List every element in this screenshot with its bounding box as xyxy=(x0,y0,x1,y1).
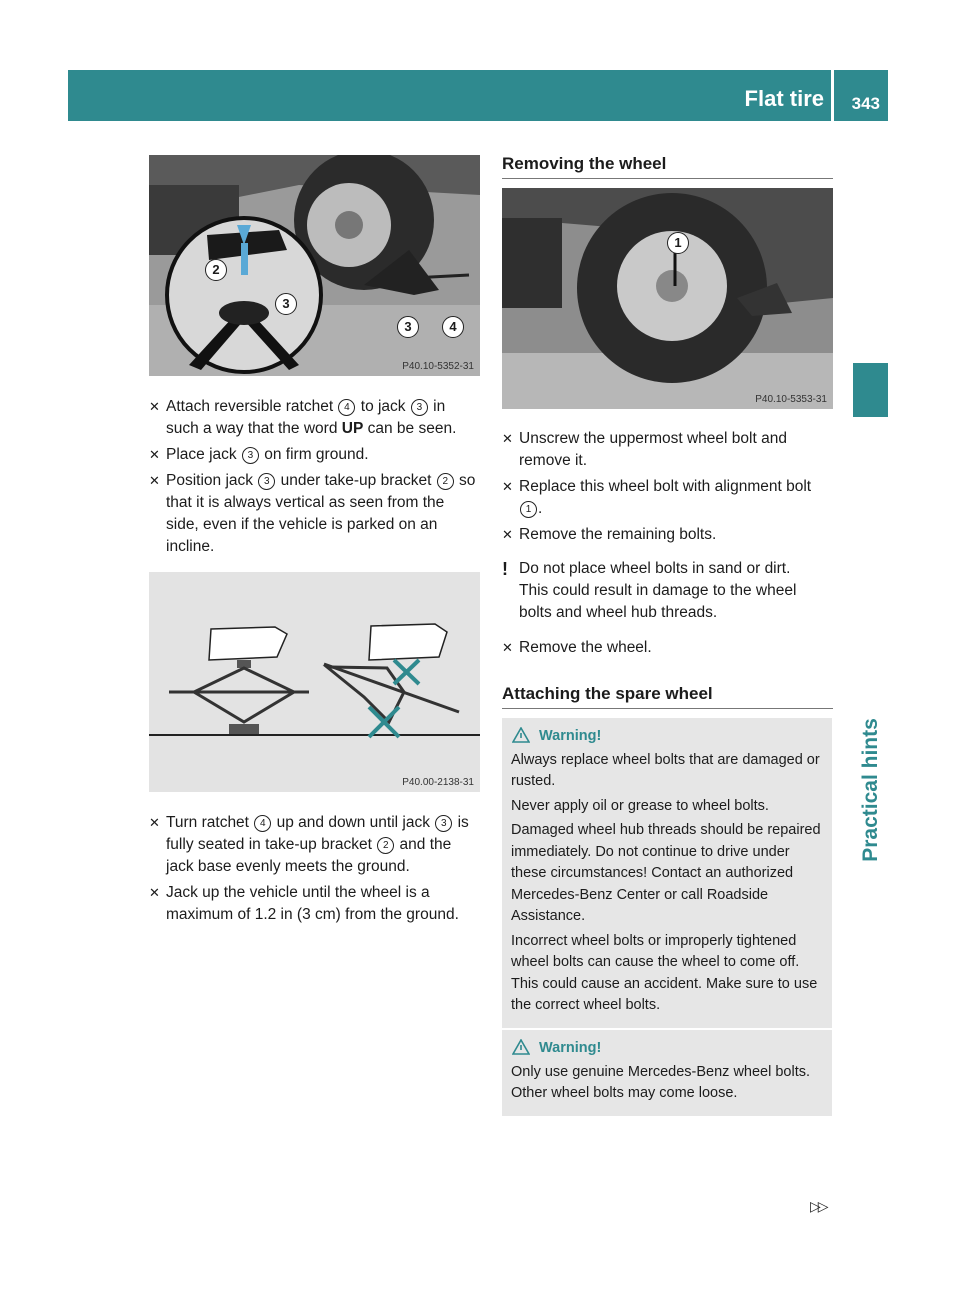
warning-triangle-icon xyxy=(512,727,530,743)
callout-ref: 3 xyxy=(435,815,452,832)
jack-steps-list xyxy=(149,396,481,562)
bullet-x-icon: ✕ xyxy=(149,473,160,488)
bullet-x-icon: ✕ xyxy=(502,640,513,655)
warning-box-2 xyxy=(502,1030,832,1116)
notice-block xyxy=(502,558,817,624)
callout-3: 3 xyxy=(397,316,419,338)
warning-paragraph: Only use genuine Mercedes-Benz wheel bolts. Other wheel bolts may come loose. xyxy=(511,1063,811,1101)
callout-ref: 3 xyxy=(242,447,259,464)
callout-ref: 3 xyxy=(258,473,275,490)
callout-1: 1 xyxy=(667,232,689,254)
list-item: ✕ Remove the wheel. xyxy=(502,637,833,659)
callout-4: 4 xyxy=(442,316,464,338)
warning-title: Warning! xyxy=(539,1040,602,1056)
list-item: ✕ Remove the remaining bolts. xyxy=(502,524,833,546)
list-item: ✕ Turn ratchet 4 up and down until jack 3 is fully seated in take-up bracket 2 and the jack base evenly meets the ground. xyxy=(149,814,469,875)
warning-paragraph: Always replace wheel bolts that are damaged or rusted. xyxy=(511,751,820,789)
callout-2: 2 xyxy=(205,259,227,281)
page-title: Flat tire xyxy=(744,86,824,111)
continue-marker: ▷▷ xyxy=(810,1198,826,1214)
page-header xyxy=(68,70,888,121)
remove-wheel-step xyxy=(502,637,833,663)
header-divider xyxy=(831,70,834,121)
warning-paragraph: Never apply oil or grease to wheel bolts. xyxy=(511,797,769,814)
side-tab-marker xyxy=(853,363,888,417)
bullet-x-icon: ✕ xyxy=(502,431,513,446)
remove-wheel-illustration xyxy=(502,188,833,409)
bullet-x-icon: ✕ xyxy=(502,479,513,494)
bullet-x-icon: ✕ xyxy=(149,815,160,830)
figure-code: P40.10-5353-31 xyxy=(755,394,827,405)
bullet-x-icon: ✕ xyxy=(149,399,160,414)
warning-paragraph: Incorrect wheel bolts or improperly tightened wheel bolts can cause the wheel to come off. This could cause an accident. Make sure to use the correct wheel bolts. xyxy=(511,932,818,1013)
jack-up-steps-list xyxy=(149,812,481,930)
callout-ref: 3 xyxy=(411,399,428,416)
list-item: ✕ Attach reversible ratchet 4 to jack 3 in such a way that the word UP can be seen. xyxy=(149,398,457,437)
jack-position-diagram xyxy=(149,572,480,792)
list-item: ✕ Unscrew the uppermost wheel bolt and remove it. xyxy=(502,430,787,469)
section-heading-removing: Removing the wheel xyxy=(502,154,833,179)
jack-attach-illustration xyxy=(149,155,480,376)
warning-title: Warning! xyxy=(539,728,602,744)
list-item: ✕ Position jack 3 under take-up bracket 2 so that it is always vertical as seen from the side, even if the vehicle is parked on an incline. xyxy=(149,472,476,555)
exclamation-icon: ! xyxy=(502,559,508,579)
jack-attach-figure xyxy=(149,155,480,376)
figure-code: P40.10-5352-31 xyxy=(402,361,474,372)
remove-wheel-figure xyxy=(502,188,833,409)
warning-triangle-icon xyxy=(512,1039,530,1055)
jack-diagram-illustration xyxy=(149,572,480,792)
list-item: ✕ Jack up the vehicle until the wheel is a maximum of 1.2 in (3 cm) from the ground. xyxy=(149,884,459,923)
bullet-x-icon: ✕ xyxy=(502,527,513,542)
removing-steps-list xyxy=(502,428,833,550)
section-heading-attaching: Attaching the spare wheel xyxy=(502,684,833,709)
figure-code: P40.00-2138-31 xyxy=(402,777,474,788)
callout-ref: 4 xyxy=(254,815,271,832)
side-tab-label: Practical hints xyxy=(859,718,882,862)
notice-text: Do not place wheel bolts in sand or dirt. This could result in damage to the wheel bolts and wheel hub threads. xyxy=(519,560,797,621)
callout-3: 3 xyxy=(275,293,297,315)
bullet-x-icon: ✕ xyxy=(149,447,160,462)
callout-ref: 2 xyxy=(377,837,394,854)
callout-ref: 4 xyxy=(338,399,355,416)
page-number: 343 xyxy=(851,94,880,113)
warning-paragraph: Damaged wheel hub threads should be repaired immediately. Do not continue to drive under these circumstances! Contact an authorized Mercedes-Benz Center or call Roadside Assistance. xyxy=(511,822,821,924)
callout-ref: 2 xyxy=(437,473,454,490)
list-item: ✕ Place jack 3 on firm ground. xyxy=(149,444,481,466)
list-item: ✕ Replace this wheel bolt with alignment bolt 1 . xyxy=(502,478,812,517)
bullet-x-icon: ✕ xyxy=(149,885,160,900)
warning-box-1 xyxy=(502,718,832,1028)
callout-ref: 1 xyxy=(520,501,537,518)
